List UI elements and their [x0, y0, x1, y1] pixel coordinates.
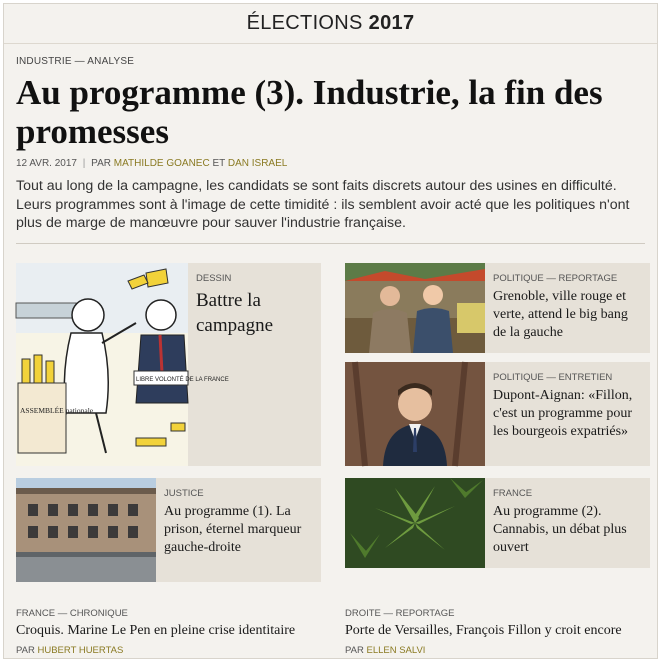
card-text	[156, 478, 321, 582]
section-banner[interactable]	[4, 4, 657, 44]
card-kicker: POLITIQUE — ENTRETIEN	[493, 372, 613, 383]
meta-separator: |	[82, 158, 86, 169]
card-text	[485, 263, 650, 353]
and-label: ET	[212, 158, 226, 169]
card-title[interactable]: Grenoble, ville rouge et verte, attend le big bang de la gauche	[493, 289, 628, 340]
by-label: PAR	[91, 158, 111, 169]
card-text	[485, 478, 650, 568]
bottom-byline	[16, 645, 321, 656]
cartoon-sign-text: ASSEMBLÉE nationale	[20, 406, 94, 415]
page-frame	[3, 3, 658, 659]
card-title[interactable]: Battre la campagne	[196, 290, 274, 336]
card-title[interactable]: Dupont-Aignan: «Fillon, c'est un programme pour les bourgeois expatriés»	[493, 388, 633, 439]
prison-photo	[16, 478, 156, 582]
author-link[interactable]: ELLEN SALVI	[366, 645, 426, 656]
banner-year: 2017	[368, 12, 415, 34]
bottom-kicker: DROITE — REPORTAGE	[345, 608, 455, 619]
author-link-1[interactable]: MATHILDE GOANEC	[113, 158, 210, 169]
article-date: 12 AVR. 2017	[16, 158, 77, 169]
card-kicker: JUSTICE	[164, 488, 204, 499]
cartoon-banner-text: LIBRE VOLONTÉ DE LA FRANCE	[136, 377, 229, 383]
card-title[interactable]: Au programme (2). Cannabis, un débat plus ouvert	[493, 504, 627, 555]
card-cannabis[interactable]	[345, 478, 650, 568]
lead-article	[4, 56, 657, 244]
cannabis-photo	[345, 478, 485, 568]
article-headline[interactable]: Au programme (3). Industrie, la fin des promesses	[16, 73, 603, 151]
by-label: PAR	[345, 645, 364, 656]
bottom-kicker: FRANCE — CHRONIQUE	[16, 608, 128, 619]
bottom-item-le-pen[interactable]	[16, 608, 321, 656]
market-photo	[345, 263, 485, 353]
card-title[interactable]: Au programme (1). La prison, éternel marqueur gauche-droite	[164, 504, 302, 555]
card-dessin[interactable]	[16, 263, 321, 466]
bottom-item-fillon[interactable]	[345, 608, 650, 656]
card-dupont-aignan[interactable]	[345, 362, 650, 466]
card-kicker: DESSIN	[196, 273, 232, 284]
article-meta	[16, 158, 645, 169]
card-text	[485, 362, 650, 466]
article-lede: Tout au long de la campagne, les candidats se sont faits discrets autour des usines en difficulté. Leurs programmes sont à l'image de cette timidité : ils semblent avoir acté que les politiques n'ont plus de marge de manœuvre pour sauver l'industrie française.	[16, 178, 630, 231]
author-link[interactable]: HUBERT HUERTAS	[37, 645, 124, 656]
card-grenoble[interactable]	[345, 263, 650, 353]
card-text	[188, 263, 321, 466]
bottom-title[interactable]: Porte de Versailles, François Fillon y croit encore	[345, 623, 622, 638]
card-kicker: FRANCE	[493, 488, 533, 499]
card-prison[interactable]	[16, 478, 321, 582]
article-kicker[interactable]: INDUSTRIE — ANALYSE	[16, 56, 135, 67]
by-label: PAR	[16, 645, 35, 656]
portrait-photo	[345, 362, 485, 466]
bottom-byline	[345, 645, 650, 656]
author-link-2[interactable]: DAN ISRAEL	[227, 158, 288, 169]
banner-title: ÉLECTIONS	[246, 12, 363, 34]
bottom-title[interactable]: Croquis. Marine Le Pen en pleine crise identitaire	[16, 623, 296, 638]
card-kicker: POLITIQUE — REPORTAGE	[493, 273, 618, 284]
divider	[16, 243, 645, 244]
